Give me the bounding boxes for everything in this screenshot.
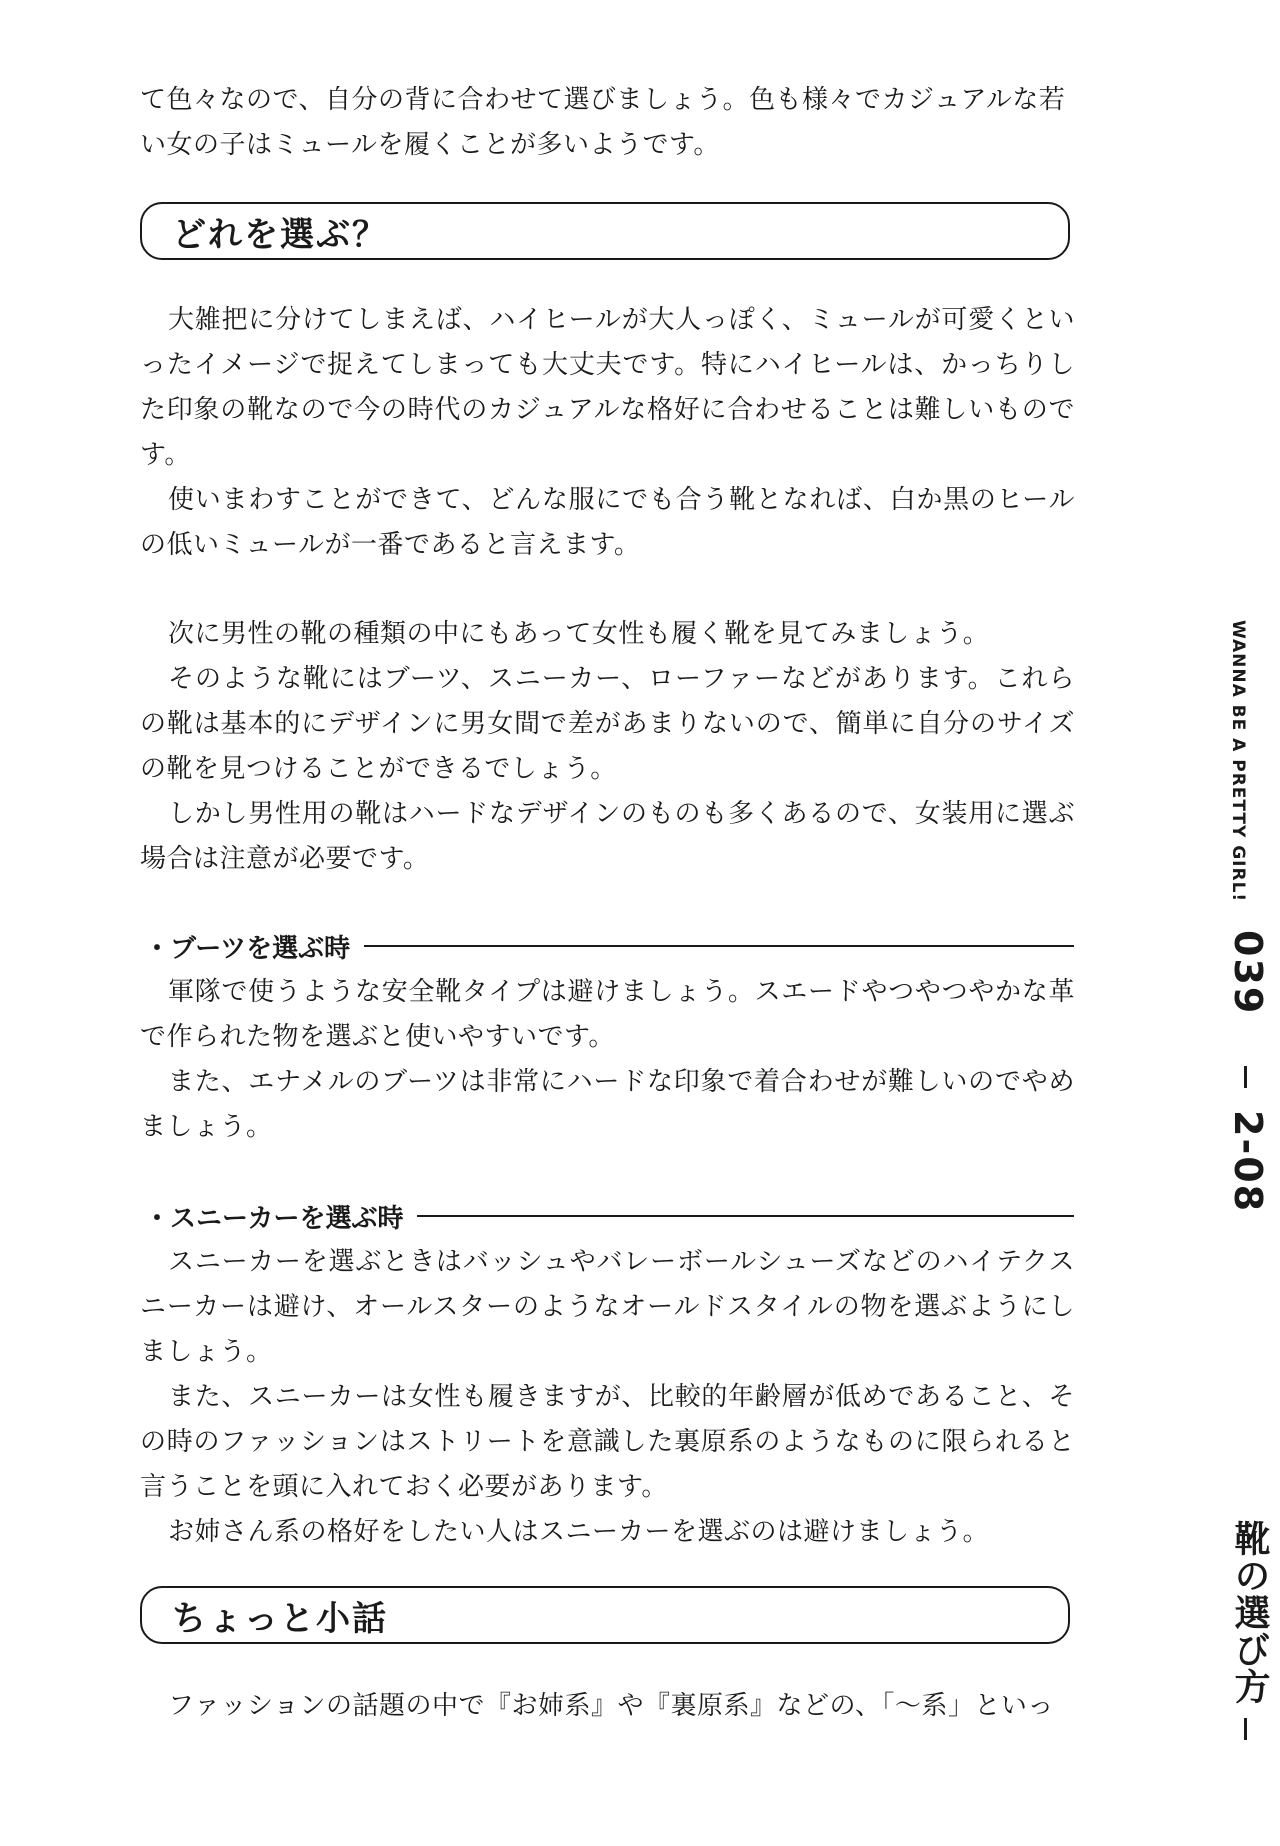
divider-line [364,945,1074,947]
subheading-label: ・ブーツを選ぶ時 [144,933,351,964]
body-paragraph: お姉さん系の格好をしたい人はスニーカーを選ぶのは避けましょう。 [168,1517,989,1547]
running-head-series: WANNA BE A PRETTY GIRL! [1228,620,1248,903]
body-paragraph: そのような靴にはブーツ、スニーカー、ローファーなどがあります。これらの靴は基本的にデザインに男女間で差があまりないので、簡単に自分のサイズの靴を見つけることができるでしょう。 [140,664,1075,784]
intro-line-1: て色々なので、自分の背に合わせて選びましょう。色も様々でカジュアルな若 [140,85,1066,115]
chapter-title: 靴の選び方 [1229,1520,1270,1705]
section-heading-box [140,202,1070,260]
section-heading-box [140,1586,1070,1644]
body-paragraph: 使いまわすことができて、どんな服にでも合う靴となれば、白か黒のヒールの低いミュールが一番であると言えます。 [140,485,1075,560]
body-paragraph: 軍隊で使うような安全靴タイプは避けましょう。スエードやつやつやかな革で作られた物を選ぶと使いやすいです。 [140,977,1075,1052]
body-paragraph: しかし男性用の靴はハードなデザインのものも多くあるので、女装用に選ぶ場合は注意が必要です。 [140,799,1075,874]
subheading-label: ・スニーカーを選ぶ時 [144,1203,404,1234]
divider-line [1244,1066,1247,1088]
page-number: 039 [1226,930,1270,1016]
body-paragraph: スニーカーを選ぶときはバッシュやバレーボールシューズなどのハイテクスニーカーは避け、オールスターのようなオールドスタイルの物を選ぶようにしましょう。 [140,1247,1075,1367]
section-body [140,612,1075,882]
intro-paragraph [140,78,1075,168]
body-paragraph: また、スニーカーは女性も履きますが、比較的年齢層が低めであること、その時のファッションはストリートを意識した裏原系のようなものに限られると言うことを頭に入れておく必要があります。 [140,1382,1075,1502]
body-paragraph: 大雑把に分けてしまえば、ハイヒールが大人っぽく、ミュールが可愛くといったイメージで捉えてしまっても大丈夫です。特にハイヒールは、かっちりした印象の靴なので今の時代のカジュアルな格好に合わせることは難しいものです。 [140,305,1075,470]
divider-line [1244,1718,1247,1740]
section-heading: どれを選ぶ？ [172,214,388,255]
chapter-number: 2-08 [1226,1110,1270,1214]
boots-body [140,970,1075,1150]
section-body [140,298,1075,568]
divider-line [417,1215,1074,1217]
body-paragraph: また、エナメルのブーツは非常にハードな印象で着合わせが難しいのでやめましょう。 [140,1067,1075,1142]
intro-line-2: い女の子はミュールを履くことが多いようです。 [140,130,720,160]
subheading-sneakers [144,1196,1074,1236]
sneakers-body [140,1240,1075,1555]
section-heading: ちょっと小話 [172,1598,388,1639]
section-body [140,1684,1075,1729]
body-paragraph: ファッションの話題の中で『お姉系』や『裏原系』などの、「〜系」といっ [168,1691,1054,1721]
subheading-boots [144,926,1074,966]
body-paragraph: 次に男性の靴の種類の中にもあって女性も履く靴を見てみましょう。 [168,619,990,649]
